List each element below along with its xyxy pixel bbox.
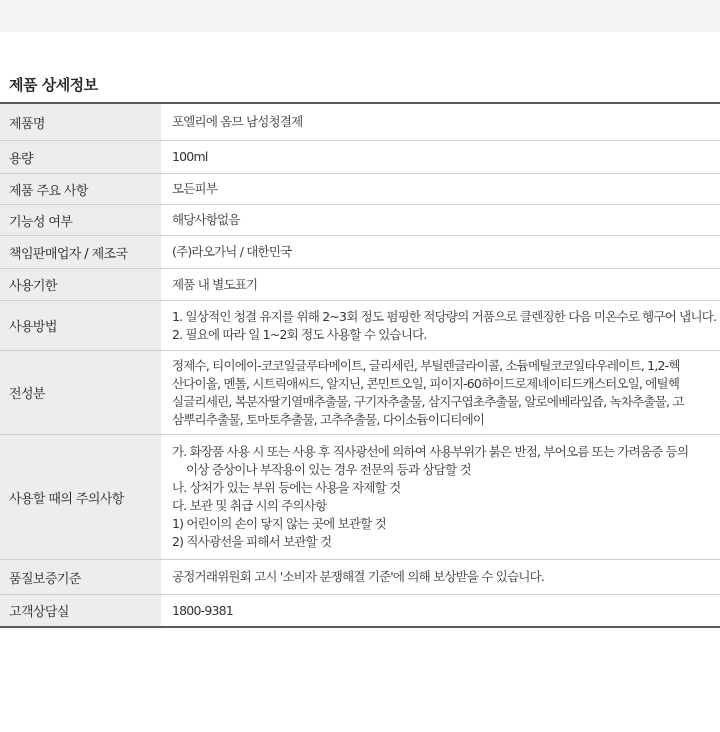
table-row xyxy=(0,595,720,628)
table-row xyxy=(0,269,720,301)
table-row xyxy=(0,104,720,141)
table-row xyxy=(0,141,720,174)
value-line: 포엘리에 옴므 남성청결제 xyxy=(172,114,303,129)
table-row xyxy=(0,205,720,236)
value-line: 삼뿌리추출물, 토마토추출물, 고추추출물, 다이소듐이디티에이 xyxy=(172,411,485,427)
value-line: 1. 일상적인 청결 유지를 위해 2~3회 정도 펌핑한 적당량의 거품으로 클렌징한 다음 미온수로 헹구어 냅니다. xyxy=(172,308,717,324)
row-value xyxy=(161,205,720,235)
row-label: 사용할 때의 주의사항 xyxy=(0,435,161,559)
value-line: 100ml xyxy=(172,149,208,164)
value-line: 이상 증상이나 부작용이 있는 경우 전문의 등과 상담할 것 xyxy=(186,462,471,477)
value-line: (주)라오가닉 / 대한민국 xyxy=(172,244,292,259)
row-label: 기능성 여부 xyxy=(0,205,161,235)
row-value xyxy=(161,595,720,626)
value-line: 나. 상처가 있는 부위 등에는 사용을 자제할 것 xyxy=(172,480,401,495)
value-line: 제품 내 별도표기 xyxy=(172,276,258,292)
row-label: 사용방법 xyxy=(0,301,161,350)
value-line: 2. 필요에 따라 일 1~2회 정도 사용할 수 있습니다. xyxy=(172,326,427,342)
row-value xyxy=(161,301,720,350)
value-line: 가. 화장품 사용 시 또는 사용 후 직사광선에 의하여 사용부위가 붉은 반점, 부어오름 또는 가려움증 등의 xyxy=(172,444,689,459)
row-value xyxy=(161,236,720,268)
row-value xyxy=(161,174,720,204)
row-label: 제품명 xyxy=(0,104,161,140)
product-info-table xyxy=(0,102,720,628)
row-value xyxy=(161,351,720,434)
table-row xyxy=(0,301,720,351)
value-line: 공정거래위원회 고시 '소비자 분쟁해결 기준'에 의해 보상받을 수 있습니다. xyxy=(172,569,545,584)
value-line: 정제수, 티이에이-코코일글루타메이트, 글리세린, 부틸렌글라이콜, 소듐메틸코코일타우레이트, 1,2-헥 xyxy=(172,357,680,373)
value-line: 해당사항없음 xyxy=(172,212,240,227)
row-value xyxy=(161,141,720,173)
row-label: 제품 주요 사항 xyxy=(0,174,161,204)
section-title: 제품 상세정보 xyxy=(9,76,98,94)
row-label: 전성분 xyxy=(0,351,161,434)
value-line: 1) 어린이의 손이 닿지 않는 곳에 보관할 것 xyxy=(172,516,386,531)
table-row xyxy=(0,174,720,205)
table-row xyxy=(0,351,720,435)
row-label: 용량 xyxy=(0,141,161,173)
row-value xyxy=(161,435,720,559)
row-label: 사용기한 xyxy=(0,269,161,300)
row-value xyxy=(161,104,720,140)
row-label: 품질보증기준 xyxy=(0,560,161,594)
row-value xyxy=(161,560,720,594)
value-line: 1800-9381 xyxy=(172,602,233,618)
value-line: 2) 직사광선을 피해서 보관할 것 xyxy=(172,534,332,549)
table-row xyxy=(0,236,720,269)
table-row xyxy=(0,435,720,560)
value-line: 실글리세린, 복분자딸기열매추출물, 구기자추출물, 삼지구엽초추출물, 알로에베라잎즙, 녹차추출물, 고 xyxy=(172,393,684,409)
row-label: 고객상담실 xyxy=(0,595,161,626)
row-label: 책임판매업자 / 제조국 xyxy=(0,236,161,268)
row-value xyxy=(161,269,720,300)
value-line: 다. 보관 및 취급 시의 주의사항 xyxy=(172,498,327,513)
value-line: 산다이올, 멘톨, 시트릭애씨드, 알지닌, 콘민트오일, 피이지-60하이드로제네이티드캐스터오일, 에틸헥 xyxy=(172,375,680,391)
value-line: 모든피부 xyxy=(172,181,218,196)
top-bar xyxy=(0,0,720,32)
table-row xyxy=(0,560,720,595)
